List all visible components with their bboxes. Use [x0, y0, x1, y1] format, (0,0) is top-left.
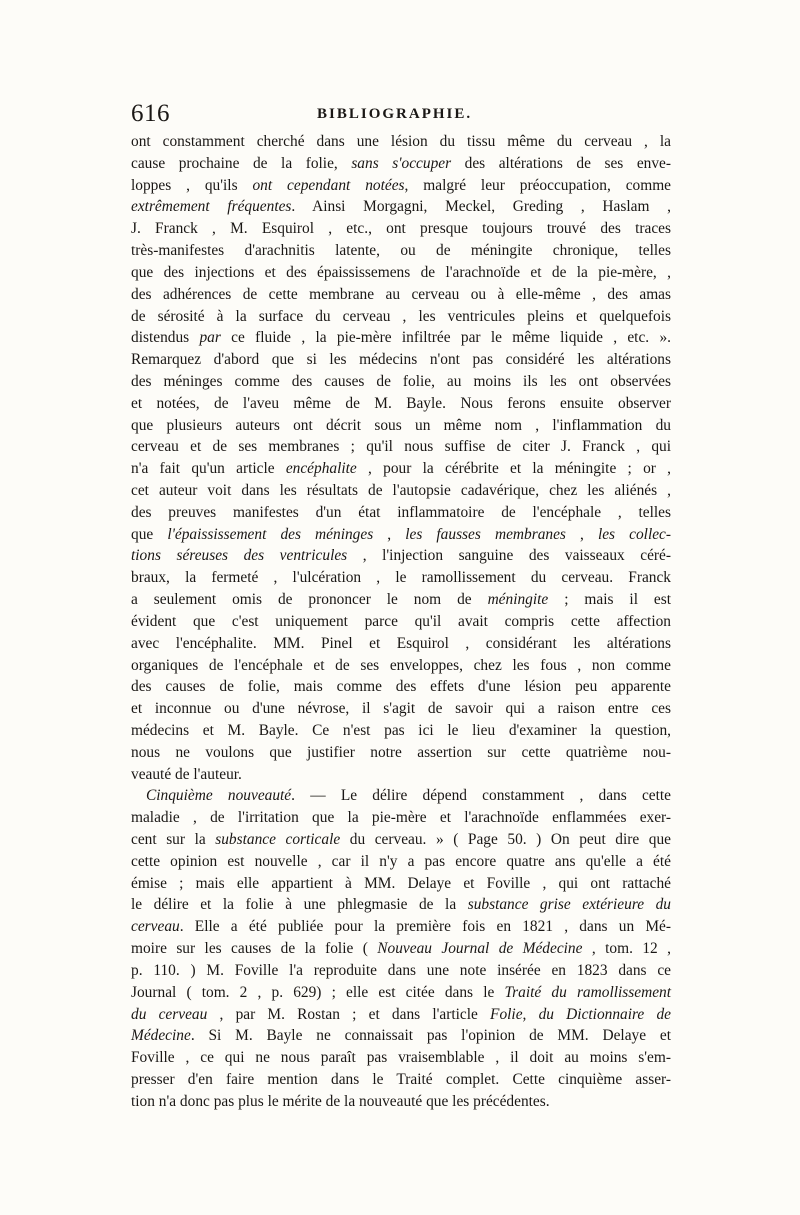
text-line — [131, 196, 671, 218]
text-line — [131, 764, 671, 786]
text-line — [131, 1025, 671, 1047]
text-line — [131, 502, 671, 524]
text-run: moire sur les causes de la folie ( — [131, 940, 378, 958]
text-run: , pour la cérébrite et la méningite ; or , — [356, 460, 671, 478]
text-run: des méninges comme des causes de folie, au moins ils les ont observées — [131, 372, 671, 390]
text-line — [131, 873, 671, 895]
text-line — [131, 1047, 671, 1069]
text-line — [131, 742, 671, 764]
text-run: ce fluide , la pie-mère infiltrée par le même liquide , etc. ». — [220, 329, 671, 347]
page-number: 616 — [131, 100, 170, 127]
text-run: tion n'a donc pas plus le mérite de la nouveauté que les précédentes. — [131, 1092, 550, 1110]
text-run: cerveau et de ses membranes ; qu'il nous suffise de citer J. Franck , qui — [131, 438, 671, 456]
text-line — [131, 327, 671, 349]
text-line — [131, 960, 671, 982]
italic-text: ont cependant notées — [252, 176, 405, 194]
text-run: nous ne voulons que justifier notre assertion sur cette quatrième nou- — [131, 743, 671, 761]
text-run: ont constamment cherché dans une lésion du tissu même du cerveau , la — [131, 133, 671, 150]
italic-text: sans s'occuper — [351, 154, 452, 172]
text-run: évident que c'est uniquement parce qu'il avait compris cette affection — [131, 612, 671, 630]
text-run: , tom. 12 , — [582, 940, 672, 958]
text-run: avec l'encéphalite. MM. Pinel et Esquirol , considérant les altérations — [131, 634, 671, 652]
text-run: . Si M. Bayle ne connaissait pas l'opinion de MM. Delaye et — [190, 1027, 671, 1045]
text-line — [131, 938, 671, 960]
text-line — [131, 982, 671, 1004]
text-line — [131, 371, 671, 393]
text-run: et notées, de l'aveu même de M. Bayle. Nous ferons ensuite observer — [131, 394, 671, 412]
text-run: très-manifestes d'arachnitis latente, ou de méningite chronique, telles — [131, 242, 671, 260]
text-line — [131, 415, 671, 437]
text-run: , l'injection sanguine des vaisseaux céré- — [347, 547, 672, 565]
text-line — [131, 545, 671, 567]
italic-text: Nouveau Journal de Médecine — [377, 940, 583, 958]
text-line — [131, 785, 671, 807]
text-run: que plusieurs auteurs ont décrit sous un même nom , l'inflammation du — [131, 416, 671, 434]
italic-text: encéphalite — [285, 460, 357, 478]
italic-text: l'épaississement des méninges — [167, 525, 374, 543]
text-run: veauté de l'auteur. — [131, 765, 242, 783]
text-run: organiques de l'encéphale et de ses enveloppes, chez les fous , non comme — [131, 656, 671, 674]
text-line — [131, 1069, 671, 1091]
text-line — [131, 393, 671, 415]
italic-text: substance corticale — [215, 831, 341, 848]
text-run: et inconnue ou d'une névrose, il s'agit de savoir qui a raison entre ces — [131, 700, 671, 718]
italic-text: du cerveau — [131, 1005, 208, 1023]
text-line — [131, 698, 671, 720]
text-run: distendus — [131, 329, 200, 347]
text-line — [131, 676, 671, 698]
text-run: . — Le délire dépend constamment , dans cette — [291, 787, 671, 805]
text-line — [131, 589, 671, 611]
text-line — [131, 480, 671, 502]
text-run: que des injections et des épaississemens de l'arachnoïde et de la pie-mère, , — [131, 263, 671, 281]
text-line — [131, 720, 671, 742]
text-line — [131, 807, 671, 829]
text-line — [131, 611, 671, 633]
italic-text: les collec- — [597, 525, 672, 543]
text-run: maladie , de l'irritation que la pie-mère et l'arachnoïde enflammées exer- — [131, 809, 671, 827]
text-line — [131, 240, 671, 262]
text-line — [131, 567, 671, 589]
text-run: le délire et la folie à une phlegmasie de la — [131, 896, 468, 914]
text-run: médecins et M. Bayle. Ce n'est pas ici le lieu d'examiner la question, — [131, 721, 671, 739]
italic-text: cerveau — [131, 918, 180, 936]
text-line — [131, 218, 671, 240]
text-run: que — [131, 525, 168, 543]
text-run: . Elle a été publiée pour la première fois en 1821 , dans un Mé- — [179, 918, 671, 936]
text-line — [131, 633, 671, 655]
text-line — [131, 436, 671, 458]
text-run: J. Franck , M. Esquirol , etc., ont presque toujours trouvé des traces — [131, 220, 671, 238]
text-run: p. 110. ) M. Foville l'a reproduite dans une note insérée en 1823 dans ce — [131, 961, 671, 979]
text-run: des altérations de ses enve- — [451, 154, 671, 172]
italic-text: méningite — [487, 591, 549, 609]
text-run: braux, la fermeté , l'ulcération , le ramollissement du cerveau. Franck — [131, 569, 671, 587]
text-line — [131, 1091, 671, 1113]
italic-text: Folie, du Dictionnaire de — [490, 1005, 671, 1023]
text-line — [131, 262, 671, 284]
italic-text: extrêmement fréquentes — [131, 198, 292, 216]
text-line — [131, 916, 671, 938]
text-run: presser d'en faire mention dans le Traité complet. Cette cinquième asser- — [131, 1070, 671, 1088]
text-line — [131, 655, 671, 677]
running-head: BIBLIOGRAPHIE. — [317, 106, 473, 122]
text-run: cause prochaine de la folie, — [131, 154, 352, 172]
text-run: ; mais il est — [548, 591, 671, 609]
text-line — [131, 458, 671, 480]
text-run: Remarquez d'abord que si les médecins n'ont pas considéré les altérations — [131, 351, 671, 369]
text-run: de sérosité à la surface du cerveau , les ventricules pleins et quelquefois — [131, 307, 671, 325]
italic-text: Traité du ramollissement — [504, 983, 671, 1001]
text-line — [131, 349, 671, 371]
text-line — [131, 851, 671, 873]
text-line — [131, 829, 671, 851]
italic-text: substance grise extérieure du — [467, 896, 671, 914]
text-line — [131, 284, 671, 306]
italic-text: Cinquième nouveauté — [146, 787, 292, 805]
text-line — [131, 894, 671, 916]
text-line — [131, 1004, 671, 1026]
text-line — [131, 175, 671, 197]
text-run: . Ainsi Morgagni, Meckel, Greding , Haslam , — [291, 198, 671, 216]
text-line — [131, 524, 671, 546]
text-run: , par M. Rostan ; et dans l'article — [207, 1005, 491, 1023]
text-line — [131, 306, 671, 328]
italic-text: par — [199, 329, 221, 347]
text-run: cette opinion est nouvelle , car il n'y a pas encore quatre ans qu'elle a été — [131, 852, 671, 870]
text-run: du cerveau. » ( Page 50. ) On peut dire que — [340, 831, 672, 848]
italic-text: les fausses membranes — [405, 525, 566, 543]
page-header — [131, 100, 669, 130]
text-run: a seulement omis de prononcer le nom de — [131, 591, 488, 609]
text-run: Journal ( tom. 2 , p. 629) ; elle est citée dans le — [131, 983, 505, 1001]
text-run: des adhérences de cette membrane au cerveau ou à elle-même , des amas — [131, 285, 671, 303]
text-run: , malgré leur préoccupation, comme — [404, 176, 671, 194]
text-run: émise ; mais elle appartient à MM. Delaye et Foville , qui ont rattaché — [131, 874, 671, 892]
italic-text: tions séreuses des ventricules — [131, 547, 348, 565]
text-run: cet auteur voit dans les résultats de l'autopsie cadavérique, chez les aliénés , — [131, 482, 671, 499]
text-line — [131, 131, 671, 153]
italic-text: Médecine — [131, 1027, 191, 1045]
text-run: n'a fait qu'un article — [131, 460, 286, 478]
text-run: , — [565, 525, 598, 543]
text-run: cent sur la — [131, 831, 216, 848]
text-run: des causes de folie, mais comme des effets d'une lésion peu apparente — [131, 678, 671, 696]
text-run: des preuves manifestes d'un état inflammatoire de l'encéphale , telles — [131, 503, 671, 521]
text-run: loppes , qu'ils — [131, 176, 253, 194]
text-run: , — [373, 525, 406, 543]
text-line — [131, 153, 671, 175]
body-text — [131, 131, 671, 1113]
text-run: Foville , ce qui ne nous paraît pas vraisemblable , il doit au moins s'em- — [131, 1049, 671, 1067]
